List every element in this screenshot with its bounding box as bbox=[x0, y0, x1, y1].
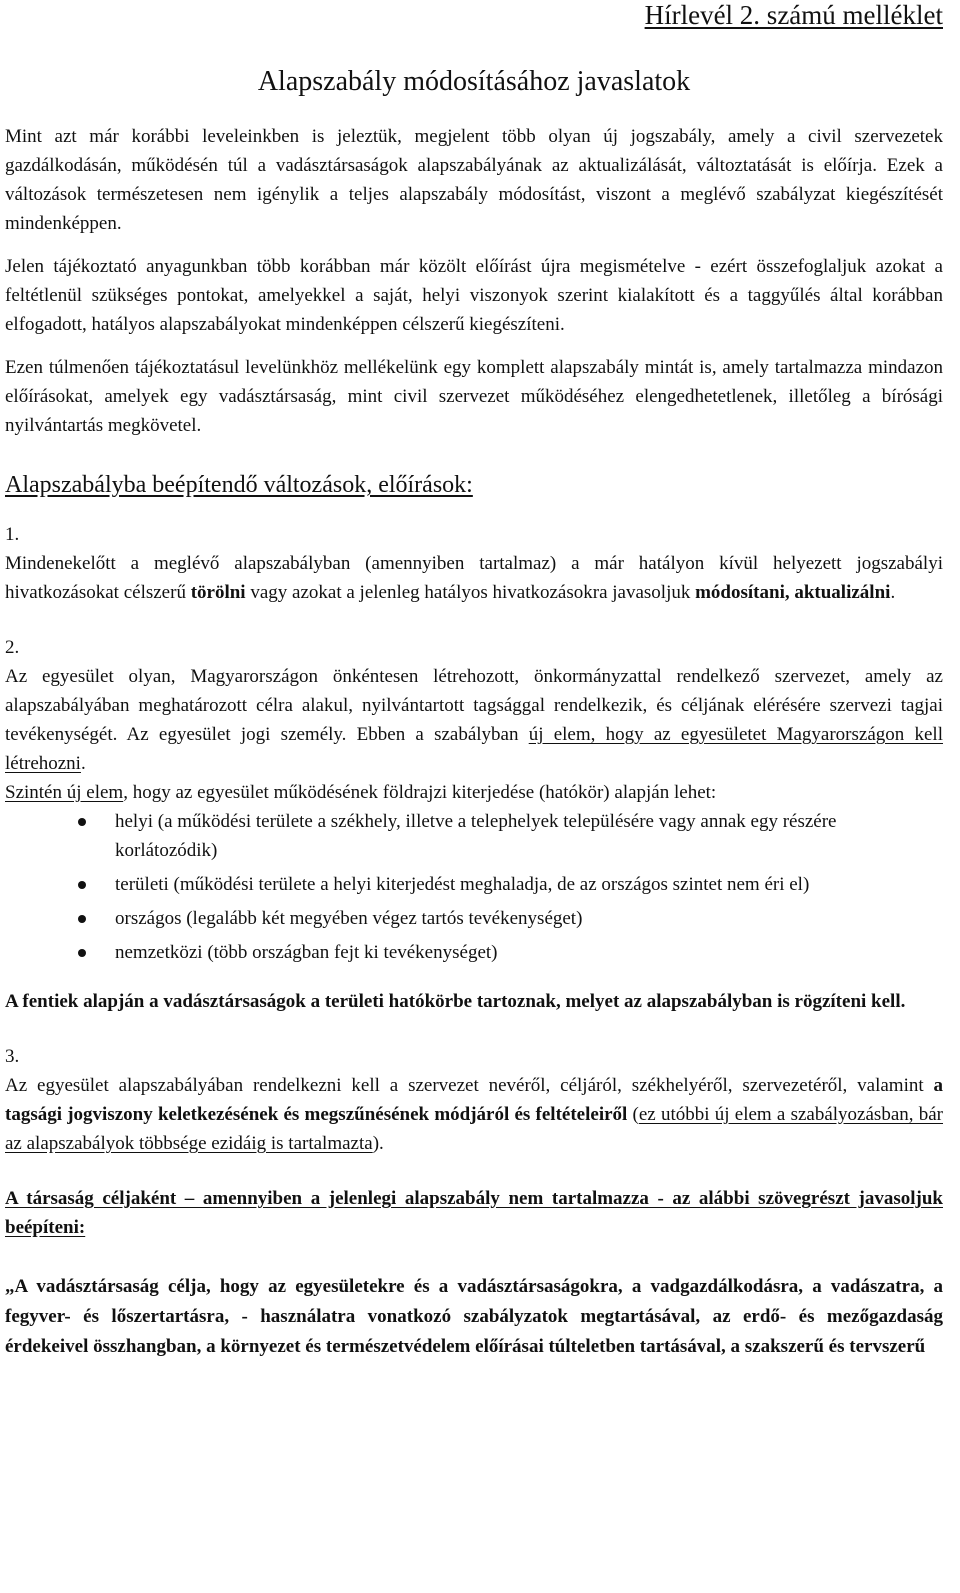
item-2-paragraph bbox=[5, 662, 943, 778]
section-heading: Alapszabályba beépítendő változások, előírások: bbox=[5, 472, 473, 498]
item-1-text-c: . bbox=[890, 582, 896, 603]
item-2-underline-also-new: Szintén új elem bbox=[5, 782, 124, 803]
scope-item-international bbox=[5, 938, 943, 967]
purpose-quote: „A vadásztársaság célja, hogy az egyesületekre és a vadásztársaságokra, a vadgazdálkodásra, a vadászatra, a fegyver- és lőszertartásra, - használatra vonatkozó szabályzatok megtartásával, az erdő- és mezőgazdaság érdekeivel összhangban, a környezet és természetvédelem előírásai túlteletben tartásával, a szakszerű és tervszerű bbox=[5, 1276, 943, 1357]
scope-item-local bbox=[5, 807, 943, 865]
scope-item-national bbox=[5, 904, 943, 933]
intro-paragraph-2: Jelen tájékoztató anyagunkban több korábban már közölt előírást újra megismételve - ezért összefoglaljuk azokat a feltétlenül szükséges pontokat, amelyekkel a saját, helyi viszonyok szerint kialakított és a taggyűlés által korábban elfogadott, hatályos alapszabályokat mindenképpen célszerű kiegészíteni. bbox=[5, 256, 943, 335]
item-1-bold-delete: törölni bbox=[190, 582, 246, 603]
item-3-underline-note: ez utóbbi új elem a szabályozásban, bár az alapszabályok többsége ezidáig is tartalmazta bbox=[5, 1104, 943, 1154]
annex-label: Hírlevél 2. számú melléklet bbox=[644, 0, 943, 30]
bullet-icon bbox=[78, 818, 86, 826]
item-3-bold-membership: a tagsági jogviszony keletkezésének és megszűnésének módjáról és feltételeiről bbox=[5, 1075, 943, 1125]
document-page bbox=[5, 0, 943, 1593]
item-3-text-c: ). bbox=[372, 1133, 384, 1154]
scope-item-local-text: helyi (a működési területe a székhely, illetve a telephelyek településére vagy annak egy részére korlátozódik) bbox=[115, 811, 837, 861]
bullet-icon bbox=[78, 949, 86, 957]
item-2-number: 2. bbox=[5, 637, 20, 658]
item-2-underline-new-element: új elem, hogy az egyesületet Magyarországon kell létrehozni bbox=[5, 724, 943, 774]
item-1-text-b: vagy azokat a jelenleg hatályos hivatkozásokra javasoljuk bbox=[245, 582, 696, 603]
scope-item-regional bbox=[5, 870, 943, 899]
item-2-text-a: Az egyesület olyan, Magyarországon önkéntesen létrehozott, önkormányzattal rendelkező szervezet, amely az alapszabályában meghatározott célra alakul, nyilvántartott tagsággal rendelkezik, és céljának elérésére szervezi tagjai tevékenységét. Az egyesület jogi személy. Ebben a szabályban bbox=[5, 666, 943, 745]
item-3-paragraph bbox=[5, 1071, 943, 1158]
item-3-text-a: Az egyesület alapszabályában rendelkezni kell a szervezet nevéről, céljáról, székhelyéről, szervezetéről, valamint bbox=[5, 1075, 934, 1096]
purpose-heading: A társaság céljaként – amennyiben a jelenlegi alapszabály nem tartalmazza - az alábbi szövegrészt javasoljuk beépíteni: bbox=[5, 1188, 943, 1238]
item-2-conclusion: A fentiek alapján a vadásztársaságok a területi hatókörbe tartoznak, melyet az alapszabályban is rögzíteni kell. bbox=[5, 991, 906, 1012]
scope-item-international-text: nemzetközi (több országban fejt ki tevékenységet) bbox=[115, 942, 498, 963]
item-2-text-c: , hogy az egyesület működésének földrajzi kiterjedése (hatókör) alapján lehet: bbox=[123, 782, 717, 803]
intro-paragraph-1: Mint azt már korábbi leveleinkben is jeleztük, megjelent több olyan új jogszabály, amely a civil szervezetek gazdálkodásán, működésén túl a vadásztársaságok alapszabályának az aktualizálását, változtatását is előírja. Ezek a változások természetesen nem igénylik a teljes alapszabály módosítást, viszont a meglévő szabályzat kiegészítését mindenképpen. bbox=[5, 126, 943, 234]
item-1-text-a: Mindenekelőtt a meglévő alapszabályban (amennyiben tartalmaz) a már hatályon kívül helyezett jogszabályi hivatkozásokat célszerű bbox=[5, 553, 943, 603]
item-1-bold-modify: módosítani, aktualizálni bbox=[695, 582, 891, 603]
item-2-text-b: . bbox=[80, 753, 86, 774]
scope-item-national-text: országos (legalább két megyében végez tartós tevékenységet) bbox=[115, 908, 583, 929]
item-3-text-b: ( bbox=[627, 1104, 639, 1125]
item-1-paragraph bbox=[5, 549, 943, 607]
item-2-scope-intro bbox=[5, 778, 943, 807]
scope-bullet-list bbox=[5, 807, 943, 967]
scope-item-regional-text: területi (működési területe a helyi kiterjedést meghaladja, de az országos szintet nem éri el) bbox=[115, 874, 810, 895]
document-title: Alapszabály módosításához javaslatok bbox=[257, 66, 691, 97]
item-1-number: 1. bbox=[5, 524, 20, 545]
bullet-icon bbox=[78, 915, 86, 923]
item-3-number: 3. bbox=[5, 1046, 20, 1067]
bullet-icon bbox=[78, 881, 86, 889]
intro-paragraph-3: Ezen túlmenően tájékoztatásul levelünkhöz mellékelünk egy komplett alapszabály mintát is, amely tartalmazza mindazon előírásokat, amelyek egy vadásztársaság, mint civil szervezet működéséhez elengedhetetlenek, illetőleg a bírósági nyilvántartás megkövetel. bbox=[5, 357, 943, 436]
